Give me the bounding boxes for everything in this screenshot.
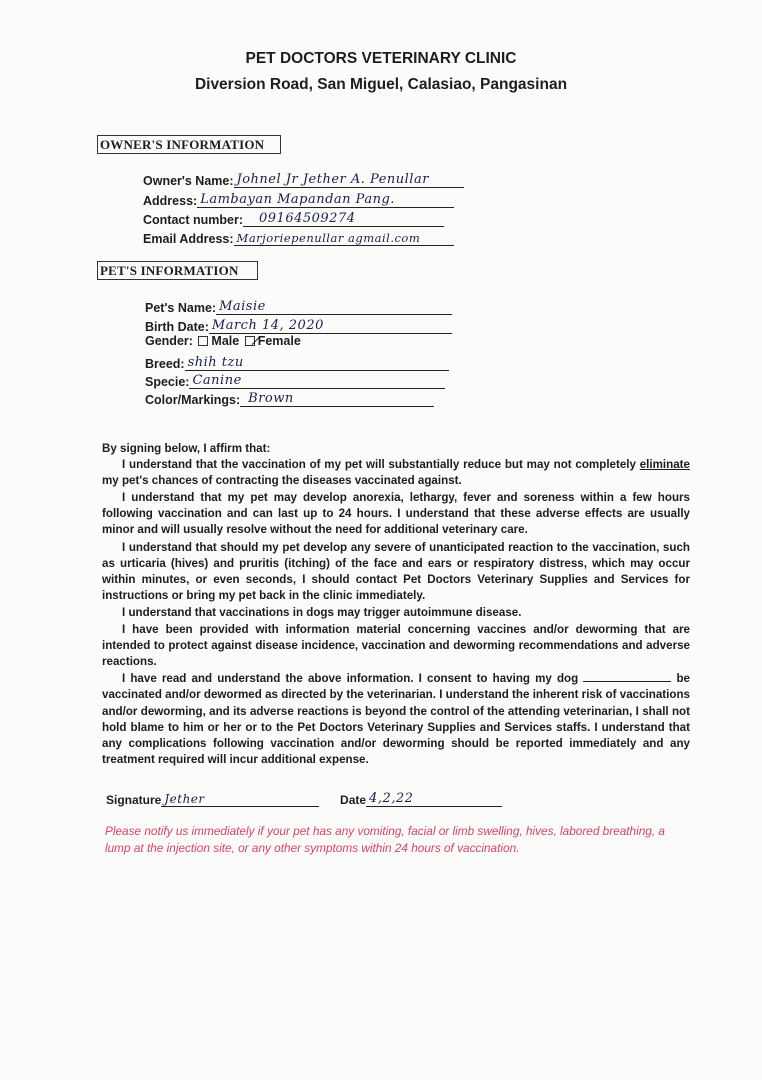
gender-male-label: Male — [211, 334, 240, 348]
pet-name-value: Maisie — [219, 299, 266, 314]
owner-name-row — [143, 170, 464, 188]
owner-section-title: OWNER'S INFORMATION — [97, 135, 281, 154]
agreement-text — [102, 441, 690, 768]
pet-specie-value: Canine — [192, 373, 242, 388]
pet-specie-row — [145, 371, 445, 389]
pet-birth-value: March 14, 2020 — [211, 318, 324, 333]
date-label: Date — [340, 793, 367, 807]
owner-name-label: Owner's Name: — [143, 174, 234, 188]
pet-color-label: Color/Markings: — [145, 393, 241, 407]
agreement-paragraph-5: I have been provided with information material concerning vaccines and/or deworming that are intended to protect against disease incidence, vaccination and deworming recommendations and adverse reactions. — [102, 623, 690, 669]
owner-address-field[interactable] — [197, 190, 454, 208]
gender-female-checkbox[interactable] — [245, 336, 255, 346]
agreement-paragraph-2: I understand that my pet may develop anorexia, lethargy, fever and soreness within a few hours following vaccination and can last up to 24 hours. I understand that these adverse effects are usually minor and will usually resolve without the need for additional veterinary care. — [102, 491, 690, 537]
pet-breed-row — [145, 353, 449, 371]
owner-contact-row — [143, 209, 444, 227]
agreement-paragraph-6: I have read and understand the above information. I consent to having my dog be vaccinated and/or dewormed as directed by the veterinarian. I understand the inherent risk of vaccinations and/or deworming, and its adverse reactions is beyond the control of the attending veterinarian, I shall not hold blame to him or her or to the Pet Doctors Veterinary Supplies and Services staffs. I understand that any complications following vaccination and/or deworming should be reported immediately and any treatment required will incur additional expense. — [102, 672, 690, 766]
pet-name-label: Pet's Name: — [145, 301, 217, 315]
owner-address-value: Lambayan Mapandan Pang. — [200, 192, 395, 207]
clinic-address: Diversion Road, San Miguel, Calasiao, Pangasinan — [194, 76, 568, 93]
clinic-name: PET DOCTORS VETERINARY CLINIC — [245, 50, 517, 67]
agreement-paragraph-4: I understand that vaccinations in dogs may trigger autoimmune disease. — [122, 605, 522, 619]
gender-female-label: Female — [257, 334, 301, 348]
owner-email-row — [143, 228, 454, 246]
agreement-intro: By signing below, I affirm that: — [102, 442, 271, 455]
vaccination-notice: Please notify us immediately if your pet has any vomiting, facial or limb swelling, hives, labored breathing, a lump at the injection site, or any other symptoms within 24 hours of vaccination. — [105, 824, 665, 855]
owner-email-value: Marjoriepenullar agmail.com — [236, 231, 421, 245]
pet-breed-value: shih tzu — [187, 355, 244, 370]
pet-name-field[interactable] — [216, 297, 452, 315]
owner-address-row — [143, 190, 454, 208]
owner-email-field[interactable] — [234, 228, 454, 246]
signature-field[interactable] — [161, 790, 319, 807]
pet-gender-row — [145, 334, 301, 348]
pet-birth-row — [145, 316, 452, 334]
signature-row — [106, 790, 502, 807]
dog-name-blank[interactable] — [583, 671, 671, 682]
pet-name-row — [145, 297, 452, 315]
pet-gender-label: Gender: — [145, 334, 193, 348]
owner-address-label: Address: — [143, 194, 198, 208]
signature-label: Signature — [106, 793, 162, 807]
gender-male-checkbox[interactable] — [198, 336, 208, 346]
signature-value: Jether — [164, 792, 205, 806]
agreement-paragraph-1: I understand that the vaccination of my pet will substantially reduce but may not completely eliminate my pet's chances of contracting the diseases vaccinated against. — [102, 458, 690, 488]
pet-color-row — [145, 389, 434, 407]
pet-breed-field[interactable] — [185, 353, 449, 371]
owner-name-value: Johnel Jr Jether A. Penullar — [236, 172, 429, 187]
pet-color-value: Brown — [248, 391, 294, 406]
date-field[interactable] — [366, 790, 502, 807]
pet-specie-field[interactable] — [189, 371, 445, 389]
pet-color-field[interactable] — [240, 389, 434, 407]
pet-birth-field[interactable] — [209, 316, 452, 334]
owner-email-label: Email Address: — [143, 232, 234, 246]
pet-breed-label: Breed: — [145, 357, 185, 371]
owner-contact-value: 09164509274 — [259, 211, 356, 226]
pet-specie-label: Specie: — [145, 375, 190, 389]
owner-contact-field[interactable] — [243, 209, 444, 227]
pet-section-title: PET'S INFORMATION — [97, 261, 258, 280]
pet-birth-label: Birth Date: — [145, 320, 209, 334]
date-value: 4,2,22 — [369, 791, 414, 806]
agreement-paragraph-3: I understand that should my pet develop any severe of unanticipated reaction to the vaccination, such as urticaria (hives) and pruritis (itching) of the face and ears or respiratory distress, which may occur within minutes, or even seconds, I should contact Pet Doctors Veterinary Supplies and Services for instructions or bring my pet back in the clinic immediately. — [102, 540, 690, 602]
owner-contact-label: Contact number: — [143, 213, 243, 227]
underlined-word: eliminate — [639, 458, 690, 472]
owner-name-field[interactable] — [234, 170, 464, 188]
